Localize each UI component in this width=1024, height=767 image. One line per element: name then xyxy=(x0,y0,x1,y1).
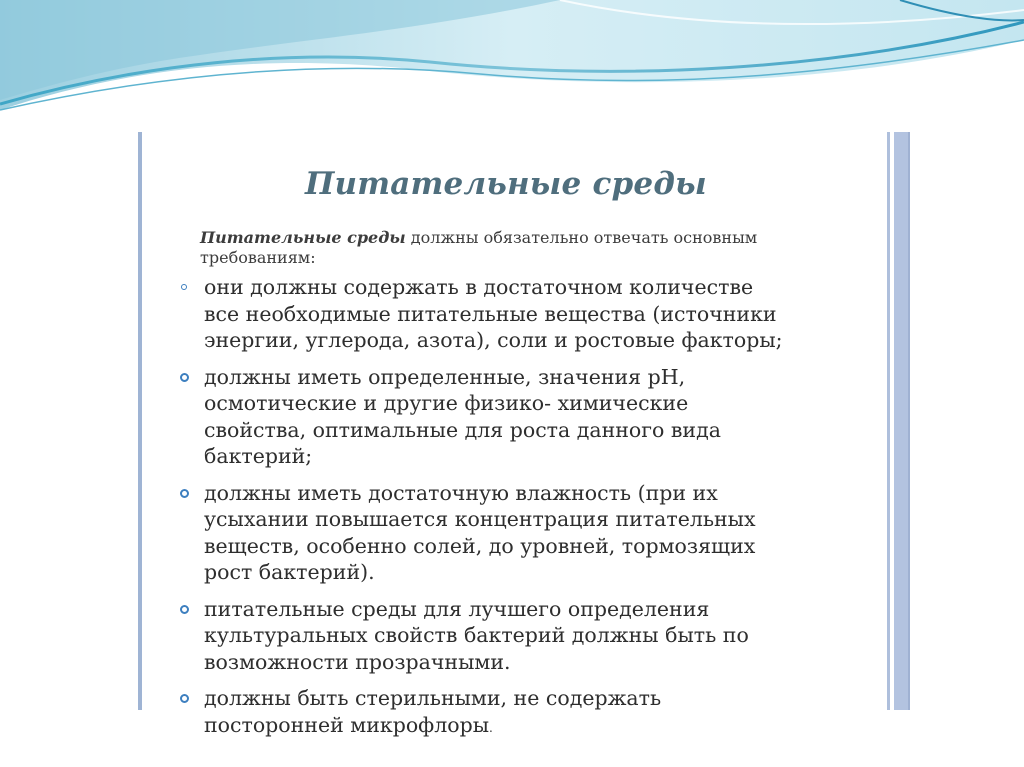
list-item-text: питательные среды для лучшего определения культуральных свойств бактерий должны быть по возможности прозрачными. xyxy=(204,596,749,674)
left-border-rule xyxy=(138,132,142,710)
bullet-circle-icon xyxy=(180,605,189,614)
list-item xyxy=(180,480,880,586)
intro-lead: Питательные среды xyxy=(200,228,406,247)
intro-paragraph xyxy=(200,228,820,268)
bullet-circle-icon xyxy=(180,489,189,498)
list-item xyxy=(180,596,880,676)
right-border-rule xyxy=(887,132,890,710)
bullet-circle-icon xyxy=(181,284,187,290)
list-item-text: они должны содержать в достаточном количестве все необходимые питательные вещества (источники энергии, углерода, азота), соли и ростовые факторы; xyxy=(204,275,783,352)
right-border-band xyxy=(894,132,908,710)
list-item-text: должны быть стерильными, не содержать посторонней микрофлоры xyxy=(204,686,662,737)
wave-banner xyxy=(0,0,1024,120)
bullet-circle-icon xyxy=(180,373,189,382)
slide-title: Питательные среды xyxy=(305,166,707,202)
bullet-circle-icon xyxy=(180,694,189,703)
slide-panel xyxy=(138,132,910,737)
right-border-edge xyxy=(908,132,910,710)
list-item xyxy=(180,685,880,741)
intro-text: должны обязательно отвечать основным требованиям: xyxy=(200,228,758,267)
list-item-text: должны иметь достаточную влажность (при их усыхании повышается концентрация питательных веществ, особенно солей, до уровней, тормозящих рост бактерий). xyxy=(204,480,756,584)
list-item-tail: . xyxy=(489,720,493,735)
list-item xyxy=(180,364,880,470)
list-item xyxy=(180,274,880,354)
list-item-text: должны иметь определенные, значения pH, осмотические и другие физико- химические свойства, оптимальные для роста данного вида бактерий; xyxy=(204,364,721,468)
requirements-list xyxy=(180,274,880,751)
